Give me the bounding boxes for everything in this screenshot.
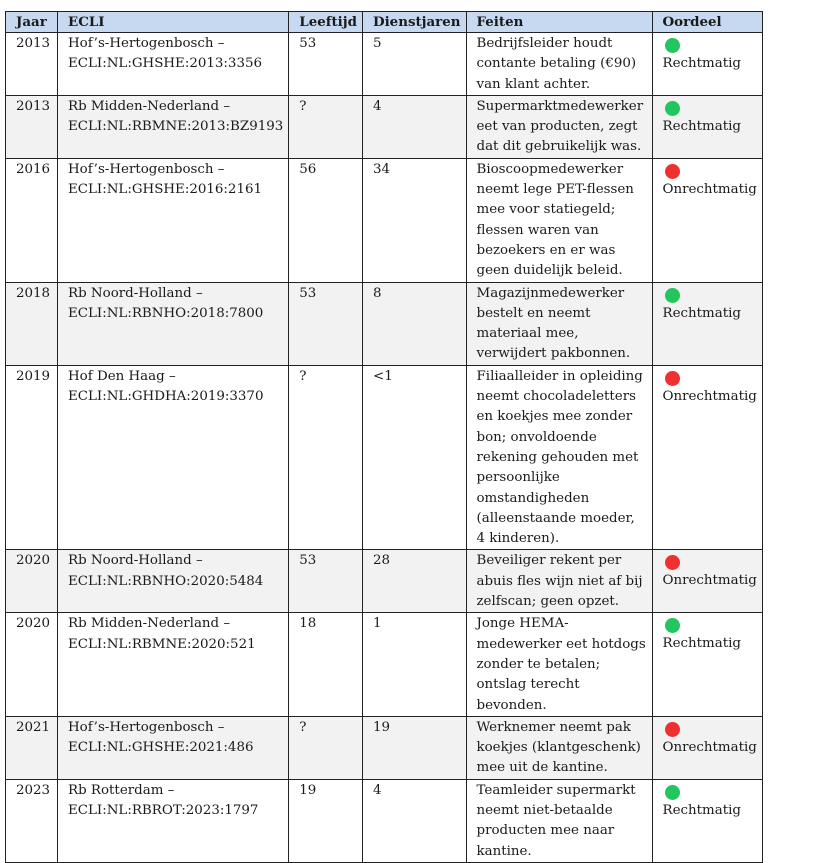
cell-dienstjaren: 34: [362, 158, 466, 282]
header-oordeel: Oordeel: [652, 12, 762, 33]
cell-dienstjaren: 19: [362, 716, 466, 779]
cell-ecli: Rb Midden-Nederland – ECLI:NL:RBMNE:2013:BZ9193: [58, 95, 289, 158]
cell-dienstjaren: 4: [362, 779, 466, 862]
green-dot-icon: [665, 288, 680, 303]
table-row: [6, 779, 763, 862]
red-dot-icon: [665, 164, 680, 179]
verdict-label: Rechtmatig: [662, 118, 741, 134]
cell-oordeel: [652, 282, 762, 365]
green-dot-icon: [665, 618, 680, 633]
cell-feiten: Supermarktmedewerker eet van producten, zegt dat dit gebruikelijk was.: [466, 95, 652, 158]
cell-oordeel: [652, 95, 762, 158]
cell-dienstjaren: 4: [362, 95, 466, 158]
verdict-label: Onrechtmatig: [662, 181, 757, 197]
cell-oordeel: [652, 365, 762, 550]
cell-ecli: Hof’s-Hertogenbosch – ECLI:NL:GHSHE:2013:3356: [58, 33, 289, 96]
table-row: [6, 550, 763, 613]
cell-leeftijd: ?: [289, 365, 363, 550]
red-dot-icon: [665, 371, 680, 386]
cell-feiten: Jonge HEMA-medewerker eet hotdogs zonder te betalen; ontslag terecht bevonden.: [466, 613, 652, 716]
cell-feiten: Magazijnmedewerker bestelt en neemt materiaal mee, verwijdert pakbonnen.: [466, 282, 652, 365]
green-dot-icon: [665, 38, 680, 53]
cell-dienstjaren: 1: [362, 613, 466, 716]
cell-jaar: 2018: [6, 282, 58, 365]
green-dot-icon: [665, 785, 680, 800]
cell-ecli: Rb Noord-Holland – ECLI:NL:RBNHO:2018:7800: [58, 282, 289, 365]
cell-oordeel: [652, 613, 762, 716]
case-law-table: [5, 11, 763, 863]
cell-jaar: 2016: [6, 158, 58, 282]
cell-leeftijd: 56: [289, 158, 363, 282]
cell-ecli: Hof Den Haag – ECLI:NL:GHDHA:2019:3370: [58, 365, 289, 550]
cell-jaar: 2023: [6, 779, 58, 862]
cell-ecli: Rb Rotterdam – ECLI:NL:RBROT:2023:1797: [58, 779, 289, 862]
header-jaar: Jaar: [6, 12, 58, 33]
cell-leeftijd: 53: [289, 33, 363, 96]
cell-jaar: 2020: [6, 613, 58, 716]
verdict-label: Rechtmatig: [662, 305, 741, 321]
table-row: [6, 33, 763, 96]
verdict-label: Onrechtmatig: [662, 388, 757, 404]
table-row: [6, 158, 763, 282]
header-dienstjaren: Dienstjaren: [362, 12, 466, 33]
verdict-label: Rechtmatig: [662, 56, 741, 71]
verdict-label: Rechtmatig: [662, 636, 741, 652]
cell-leeftijd: ?: [289, 716, 363, 779]
table-row: [6, 365, 763, 550]
cell-jaar: 2020: [6, 550, 58, 613]
table-row: [6, 282, 763, 365]
cell-leeftijd: 19: [289, 779, 363, 862]
cell-leeftijd: 53: [289, 282, 363, 365]
cell-feiten: Bioscoopmedewerker neemt lege PET-flessen mee voor statiegeld; flessen waren van bezoekers en er was geen duidelijk beleid.: [466, 158, 652, 282]
cell-dienstjaren: 5: [362, 33, 466, 96]
header-leeftijd: Leeftijd: [289, 12, 363, 33]
cell-feiten: Teamleider supermarkt neemt niet-betaalde producten mee naar kantine.: [466, 779, 652, 862]
table-row: [6, 95, 763, 158]
cell-feiten: Beveiliger rekent per abuis fles wijn niet af bij zelfscan; geen opzet.: [466, 550, 652, 613]
cell-oordeel: [652, 158, 762, 282]
verdict-label: Onrechtmatig: [662, 573, 757, 589]
cell-leeftijd: ?: [289, 95, 363, 158]
red-dot-icon: [665, 555, 680, 570]
cell-ecli: Hof’s-Hertogenbosch – ECLI:NL:GHSHE:2016:2161: [58, 158, 289, 282]
header-ecli: ECLI: [58, 12, 289, 33]
cell-jaar: 2013: [6, 33, 58, 96]
cell-jaar: 2019: [6, 365, 58, 550]
cell-oordeel: [652, 779, 762, 862]
cell-oordeel: [652, 550, 762, 613]
cell-feiten: Werknemer neemt pak koekjes (klantgeschenk) mee uit de kantine.: [466, 716, 652, 779]
cell-oordeel: [652, 33, 762, 96]
header-feiten: Feiten: [466, 12, 652, 33]
table-row: [6, 716, 763, 779]
cell-ecli: Rb Noord-Holland – ECLI:NL:RBNHO:2020:5484: [58, 550, 289, 613]
cell-ecli: Hof’s-Hertogenbosch – ECLI:NL:GHSHE:2021:486: [58, 716, 289, 779]
green-dot-icon: [665, 101, 680, 116]
cell-dienstjaren: 8: [362, 282, 466, 365]
cell-dienstjaren: <1: [362, 365, 466, 550]
cell-leeftijd: 53: [289, 550, 363, 613]
cell-jaar: 2013: [6, 95, 58, 158]
table-body: [6, 33, 763, 863]
cell-feiten: Filiaalleider in opleiding neemt chocoladeletters en koekjes mee zonder bon; onvoldoende rekening gehouden met persoonlijke omstandigheden (alleenstaande moeder, 4 kinderen).: [466, 365, 652, 550]
verdict-label: Onrechtmatig: [662, 739, 757, 755]
cell-jaar: 2021: [6, 716, 58, 779]
table-row: [6, 613, 763, 716]
cell-ecli: Rb Midden-Nederland – ECLI:NL:RBMNE:2020:521: [58, 613, 289, 716]
cell-oordeel: [652, 716, 762, 779]
verdict-label: Rechtmatig: [662, 802, 741, 818]
cell-dienstjaren: 28: [362, 550, 466, 613]
cell-feiten: Bedrijfsleider houdt contante betaling (€90) van klant achter.: [466, 33, 652, 96]
cell-leeftijd: 18: [289, 613, 363, 716]
header-row: [6, 12, 763, 33]
red-dot-icon: [665, 722, 680, 737]
